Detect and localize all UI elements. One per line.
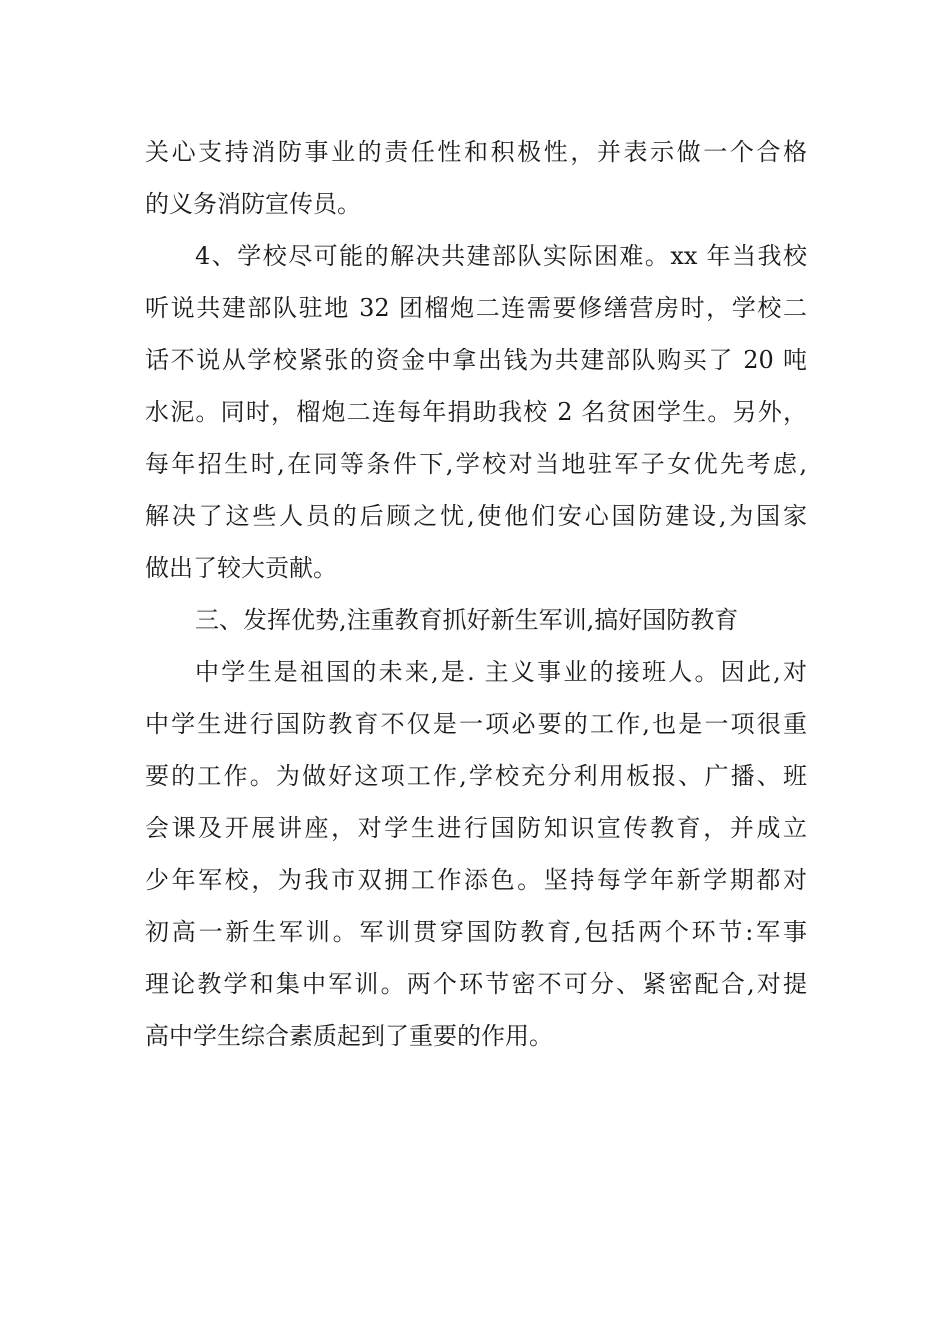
text-line: 理论教学和集中军训。两个环节密不可分、紧密配合,对提 bbox=[145, 970, 807, 998]
text-line: 少年军校，为我市双拥工作添色。坚持每学年新学期都对 bbox=[145, 866, 807, 894]
text-line: 三、发挥优势,注重教育抓好新生军训,搞好国防教育 bbox=[195, 606, 739, 634]
text-line: 会课及开展讲座，对学生进行国防知识宣传教育，并成立 bbox=[145, 814, 807, 842]
text-line: 关心支持消防事业的责任性和积极性，并表示做一个合格 bbox=[145, 138, 807, 166]
text-line: 中学生进行国防教育不仅是一项必要的工作,也是一项很重 bbox=[145, 710, 807, 738]
text-line: 要的工作。为做好这项工作,学校充分利用板报、广播、班 bbox=[145, 762, 807, 790]
text-line: 话不说从学校紧张的资金中拿出钱为共建部队购买了 20 吨 bbox=[145, 346, 807, 374]
document-body bbox=[145, 126, 807, 1062]
text-line: 高中学生综合素质起到了重要的作用。 bbox=[145, 1022, 553, 1050]
text-line: 4、学校尽可能的解决共建部队实际困难。xx 年当我校 bbox=[195, 242, 807, 270]
text-line: 每年招生时,在同等条件下,学校对当地驻军子女优先考虑, bbox=[145, 450, 807, 478]
text-line: 听说共建部队驻地 32 团榴炮二连需要修缮营房时，学校二 bbox=[145, 294, 807, 322]
text-line: 的义务消防宣传员。 bbox=[145, 190, 361, 218]
text-line: 中学生是祖国的未来,是. 主义事业的接班人。因此,对 bbox=[195, 658, 807, 686]
text-line: 初高一新生军训。军训贯穿国防教育,包括两个环节:军事 bbox=[145, 918, 807, 946]
text-line: 解决了这些人员的后顾之忧,使他们安心国防建设,为国家 bbox=[145, 502, 807, 530]
text-line: 水泥。同时，榴炮二连每年捐助我校 2 名贫困学生。另外， bbox=[145, 398, 807, 426]
text-line: 做出了较大贡献。 bbox=[145, 554, 337, 582]
